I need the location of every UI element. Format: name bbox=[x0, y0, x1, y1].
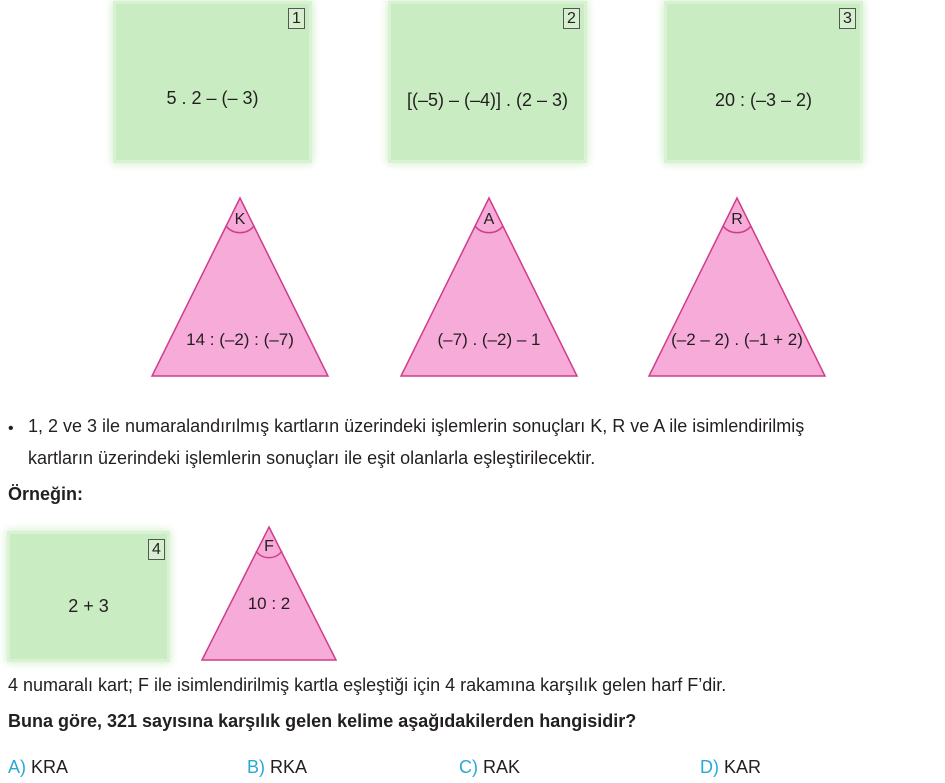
triangle-letter: K bbox=[234, 211, 246, 228]
triangle-letter: R bbox=[731, 211, 743, 228]
card-3 bbox=[667, 4, 860, 160]
option-letter: D) bbox=[700, 757, 719, 777]
option-letter: A) bbox=[8, 757, 26, 777]
triangle-expression: 14 : (–2) : (–7) bbox=[186, 330, 294, 349]
option-d[interactable] bbox=[700, 757, 761, 778]
option-text: KRA bbox=[31, 757, 69, 777]
option-text: KAR bbox=[724, 757, 762, 777]
card-expression: 5 . 2 – (– 3) bbox=[166, 88, 259, 108]
triangle-expression: (–7) . (–2) – 1 bbox=[437, 330, 541, 349]
card-2 bbox=[391, 4, 584, 160]
triangle-letter: A bbox=[483, 211, 495, 228]
triangle-r bbox=[645, 194, 829, 380]
bullet: • bbox=[8, 420, 14, 437]
card-number: 1 bbox=[288, 8, 305, 29]
instruction-line-2: kartların üzerindeki işlemlerin sonuçları ile eşit olanlarla eşleştirilecektir. bbox=[28, 448, 596, 468]
card-number: 3 bbox=[839, 8, 856, 29]
triangle-k bbox=[148, 194, 332, 380]
card-number: 4 bbox=[148, 539, 165, 560]
option-b[interactable] bbox=[247, 757, 307, 778]
card-expression: 2 + 3 bbox=[68, 596, 109, 616]
example-explanation: 4 numaralı kart; F ile isimlendirilmiş kartla eşleştiği için 4 rakamına karşılık gelen harf F’dir. bbox=[8, 675, 727, 695]
triangle-expression: (–2 – 2) . (–1 + 2) bbox=[671, 330, 803, 349]
instruction-line-1: 1, 2 ve 3 ile numaralandırılmış kartların üzerindeki işlemlerin sonuçları K, R ve A ile isimlendirilmiş bbox=[28, 416, 805, 436]
example-heading: Örneğin: bbox=[8, 484, 83, 504]
card-1 bbox=[116, 4, 309, 160]
triangle-a bbox=[397, 194, 581, 380]
triangle-letter: F bbox=[264, 538, 274, 555]
card-expression: 20 : (–3 – 2) bbox=[714, 90, 813, 110]
option-a[interactable] bbox=[8, 757, 68, 778]
example-triangle-expression: 10 : 2 bbox=[247, 594, 291, 613]
card-expression: [(–5) – (–4)] . (2 – 3) bbox=[406, 90, 569, 110]
example-card bbox=[10, 534, 167, 659]
option-c[interactable] bbox=[459, 757, 520, 778]
option-text: RKA bbox=[270, 757, 308, 777]
option-letter: B) bbox=[247, 757, 265, 777]
card-number: 2 bbox=[563, 8, 580, 29]
question-text: Buna göre, 321 sayısına karşılık gelen kelime aşağıdakilerden hangisidir? bbox=[8, 711, 637, 731]
option-letter: C) bbox=[459, 757, 478, 777]
option-text: RAK bbox=[483, 757, 521, 777]
